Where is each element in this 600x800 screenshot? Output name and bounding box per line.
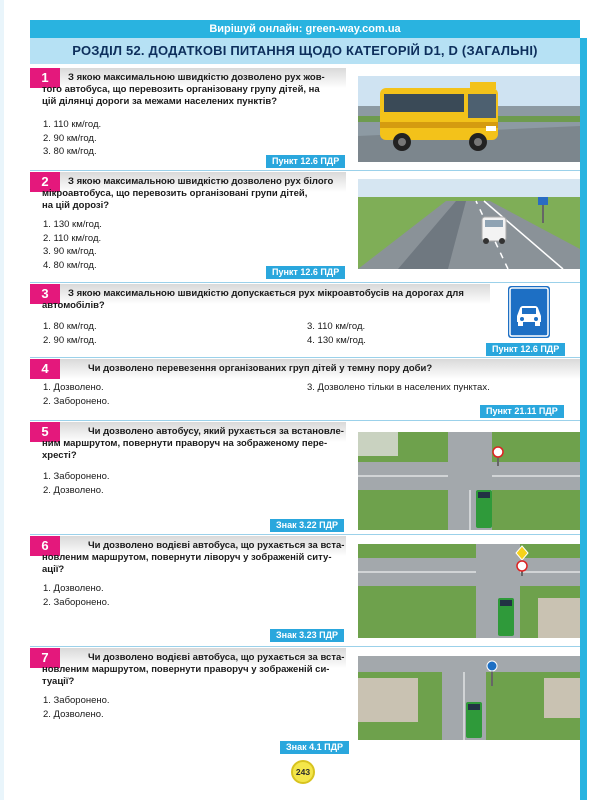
question-text-line: автомобілів? bbox=[42, 300, 105, 311]
question-number: 2 bbox=[30, 172, 60, 192]
car-road-sign-icon bbox=[508, 286, 550, 338]
question-text-line: ним маршрутом, повернути праворуч на зображеному пере- bbox=[42, 438, 328, 449]
question-number: 6 bbox=[30, 536, 60, 556]
intersection-picture bbox=[358, 656, 580, 740]
side-accent-bar bbox=[580, 38, 587, 800]
question-4 bbox=[30, 359, 580, 419]
answer-list bbox=[307, 381, 490, 395]
question-text bbox=[42, 72, 358, 108]
green-bus-icon bbox=[466, 702, 482, 738]
question-6 bbox=[30, 536, 580, 644]
answer-option[interactable]: 2. 90 км/год. bbox=[43, 334, 97, 346]
answer-list bbox=[307, 320, 366, 347]
question-separator bbox=[30, 170, 580, 171]
green-bus-icon bbox=[476, 490, 492, 528]
answer-option[interactable]: 1. Дозволено. bbox=[43, 382, 104, 393]
question-7 bbox=[30, 648, 580, 758]
question-text-line: З якою максимальною швидкістю допускається рух мікроавтобусів на дорогах для bbox=[68, 288, 464, 299]
question-text-line: туації? bbox=[42, 676, 75, 687]
question-text-line: новленим маршрутом, повернути ліворуч у зображеній ситу- bbox=[42, 552, 332, 563]
answer-option[interactable]: 3. 90 км/год. bbox=[43, 246, 97, 257]
site-banner[interactable]: Вирішуй онлайн: green-way.com.ua bbox=[30, 20, 580, 38]
green-bus-icon bbox=[498, 598, 514, 636]
question-text-line: Чи дозволено водієві автобуса, що рухається за вста- bbox=[88, 652, 345, 663]
answer-option[interactable]: 4. 80 км/год. bbox=[43, 259, 97, 271]
question-number: 1 bbox=[30, 68, 60, 88]
answer-option[interactable]: 2. 90 км/год. bbox=[43, 132, 97, 144]
answer-option[interactable]: 1. Заборонено. bbox=[43, 471, 110, 482]
question-text-line: цій ділянці дороги за межами населених пунктів? bbox=[42, 96, 278, 107]
answer-list bbox=[43, 320, 97, 347]
answer-option[interactable]: 1. 110 км/год. bbox=[43, 119, 102, 130]
answer-option[interactable]: 2. Дозволено. bbox=[43, 708, 104, 720]
page-number: 243 bbox=[291, 760, 315, 784]
answer-option[interactable]: 1. 80 км/год. bbox=[43, 321, 97, 332]
question-number: 7 bbox=[30, 648, 60, 668]
answer-option[interactable]: 1. Заборонено. bbox=[43, 695, 110, 706]
question-text bbox=[42, 540, 378, 576]
question-text-line: Чи дозволено автобусу, який рухається за встановле- bbox=[88, 426, 344, 437]
answer-option[interactable]: 2. 110 км/год. bbox=[43, 232, 102, 244]
question-text-line: ації? bbox=[42, 564, 65, 575]
question-2 bbox=[30, 172, 580, 280]
highway-minibus-picture bbox=[358, 179, 580, 269]
question-text-line: того автобуса, що перевозить організовану групу дітей, на bbox=[42, 84, 320, 95]
answer-list bbox=[43, 582, 110, 609]
question-text bbox=[42, 426, 378, 462]
rule-reference-badge[interactable]: Знак 4.1 ПДР bbox=[280, 741, 349, 754]
rule-reference-badge[interactable]: Пункт 21.11 ПДР bbox=[480, 405, 564, 418]
question-text bbox=[88, 363, 588, 375]
question-text-line: новленим маршрутом, повернути праворуч у зображеній си- bbox=[42, 664, 330, 675]
question-separator bbox=[30, 646, 580, 647]
rule-reference-badge[interactable]: Знак 3.23 ПДР bbox=[270, 629, 344, 642]
page-left-edge bbox=[0, 0, 4, 800]
school-bus-picture bbox=[358, 76, 580, 162]
answer-option[interactable]: 4. 130 км/год. bbox=[307, 334, 366, 346]
minibus-icon bbox=[482, 217, 506, 244]
question-number: 5 bbox=[30, 422, 60, 442]
question-text bbox=[42, 176, 358, 212]
question-text-line: З якою максимальною швидкістю дозволено рух жов- bbox=[68, 72, 325, 83]
answer-option[interactable]: 3. Дозволено тільки в населених пунктах. bbox=[307, 382, 490, 393]
answer-list bbox=[43, 118, 101, 159]
question-3 bbox=[30, 284, 580, 356]
question-text bbox=[42, 652, 378, 688]
answer-list bbox=[43, 381, 110, 408]
answer-option[interactable]: 3. 80 км/год. bbox=[43, 146, 97, 157]
question-text-line: Чи дозволено перевезення організованих груп дітей у темну пору доби? bbox=[88, 363, 433, 374]
question-text-line: мікроавтобуса, що перевозить організовані групи дітей, bbox=[42, 188, 308, 199]
rule-reference-badge[interactable]: Знак 3.22 ПДР bbox=[270, 519, 344, 532]
question-5 bbox=[30, 422, 580, 532]
question-separator bbox=[30, 357, 580, 358]
question-text-line: З якою максимальною швидкістю дозволено рух білого bbox=[68, 176, 334, 187]
answer-list bbox=[43, 694, 110, 721]
answer-option[interactable]: 2. Заборонено. bbox=[43, 596, 110, 608]
answer-option[interactable]: 2. Заборонено. bbox=[43, 395, 110, 407]
intersection-picture bbox=[358, 432, 580, 530]
rule-reference-badge[interactable]: Пункт 12.6 ПДР bbox=[486, 343, 565, 356]
question-number: 4 bbox=[30, 359, 60, 379]
question-separator bbox=[30, 534, 580, 535]
question-1 bbox=[30, 68, 580, 168]
question-text-line: хресті? bbox=[42, 450, 77, 461]
answer-list bbox=[43, 470, 110, 497]
answer-option[interactable]: 1. 130 км/год. bbox=[43, 219, 102, 230]
answer-option[interactable]: 1. Дозволено. bbox=[43, 583, 104, 594]
section-title: РОЗДІЛ 52. ДОДАТКОВІ ПИТАННЯ ЩОДО КАТЕГОРІЙ D1, D (ЗАГАЛЬНІ) bbox=[30, 38, 580, 64]
question-separator bbox=[30, 282, 580, 283]
question-text bbox=[42, 288, 498, 312]
question-text-line: Чи дозволено водієві автобуса, що рухається за вста- bbox=[88, 540, 345, 551]
question-text-line: на цій дорозі? bbox=[42, 200, 110, 211]
rule-reference-badge[interactable]: Пункт 12.6 ПДР bbox=[266, 155, 345, 168]
answer-option[interactable]: 2. Дозволено. bbox=[43, 484, 104, 496]
rule-reference-badge[interactable]: Пункт 12.6 ПДР bbox=[266, 266, 345, 279]
intersection-picture bbox=[358, 544, 580, 638]
answer-list bbox=[43, 218, 102, 272]
answer-option[interactable]: 3. 110 км/год. bbox=[307, 321, 366, 332]
question-number: 3 bbox=[30, 284, 60, 304]
question-separator bbox=[30, 420, 580, 421]
